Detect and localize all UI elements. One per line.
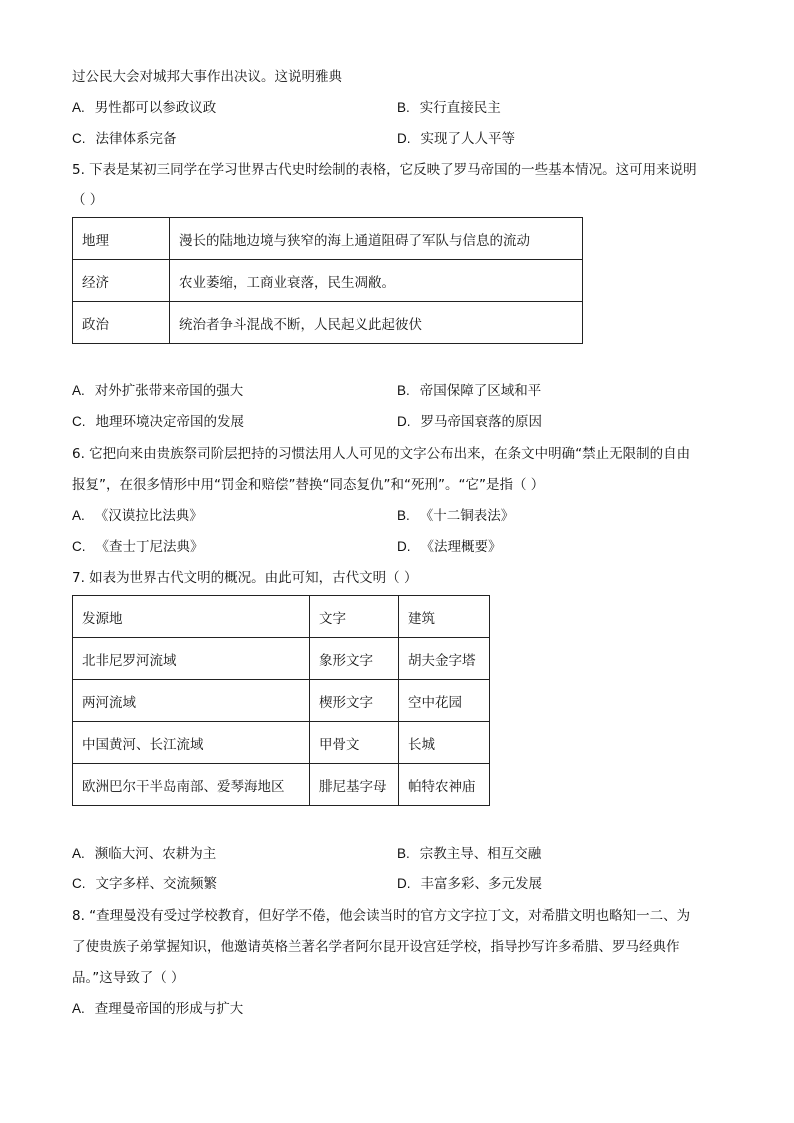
q7-option-c: C. 文字多样、交流频繁 xyxy=(72,876,217,892)
q7-option-d: D. 丰富多彩、多元发展 xyxy=(397,876,542,892)
table-row xyxy=(73,680,490,722)
table-row xyxy=(73,764,490,806)
q7-cell: 帕特农神庙 xyxy=(399,764,490,806)
q8-stem-line2: 了使贵族子弟掌握知识，他邀请英格兰著名学者阿尔昆开设宫廷学校，指导抄写许多希腊、罗马经典作 xyxy=(72,939,680,955)
q7-cell: 象形文字 xyxy=(310,638,399,680)
q7-cell: 长城 xyxy=(399,722,490,764)
q4-stem-tail: 过公民大会对城邦大事作出决议。这说明雅典 xyxy=(72,69,342,85)
q5-cell-label: 经济 xyxy=(73,260,170,302)
q7-cell: 空中花园 xyxy=(399,680,490,722)
q4-option-a: A. 男性都可以参政议政 xyxy=(72,100,217,116)
table-row xyxy=(73,260,583,302)
q7-cell: 胡夫金字塔 xyxy=(399,638,490,680)
table-row xyxy=(73,638,490,680)
q6-option-c: C. 《查士丁尼法典》 xyxy=(72,539,204,555)
q6-stem-line1: 6. 它把向来由贵族祭司阶层把持的习惯法用人人可见的文字公布出来，在条文中明确“禁止无限制的自由 xyxy=(72,446,691,462)
table-row xyxy=(73,218,583,260)
q7-cell: 北非尼罗河流域 xyxy=(73,638,310,680)
q5-stem-line1: 5. 下表是某初三同学在学习世界古代史时绘制的表格，它反映了罗马帝国的一些基本情况。这可用来说明 xyxy=(72,162,697,178)
q7-header-script: 文字 xyxy=(310,596,399,638)
table-header-row xyxy=(73,596,490,638)
q5-stem-line2: （ ） xyxy=(72,192,104,208)
q7-option-b: B. 宗教主导、相互交融 xyxy=(397,846,542,862)
q5-cell-label: 地理 xyxy=(73,218,170,260)
q8-option-a: A. 查理曼帝国的形成与扩大 xyxy=(72,1001,244,1017)
q7-header-origin: 发源地 xyxy=(73,596,310,638)
table-row xyxy=(73,722,490,764)
q7-cell: 甲骨文 xyxy=(310,722,399,764)
q5-cell-text: 农业萎缩，工商业衰落，民生凋敝。 xyxy=(170,260,583,302)
q8-stem-line1: 8. “查理曼没有受过学校教育，但好学不倦，他会读当时的官方文字拉丁文，对希腊文明也略知一二、为 xyxy=(72,908,691,924)
q6-option-d: D. 《法理概要》 xyxy=(397,539,502,555)
q7-cell: 欧洲巴尔干半岛南部、爱琴海地区 xyxy=(73,764,310,806)
q7-cell: 腓尼基字母 xyxy=(310,764,399,806)
q8-stem-line3: 品。”这导致了（ ） xyxy=(72,970,185,986)
q4-option-c: C. 法律体系完备 xyxy=(72,131,177,147)
q7-cell: 两河流域 xyxy=(73,680,310,722)
q7-stem: 7. 如表为世界古代文明的概况。由此可知，古代文明（ ） xyxy=(72,570,418,586)
q7-table xyxy=(72,595,490,806)
q5-option-a: A. 对外扩张带来帝国的强大 xyxy=(72,383,244,399)
q7-header-building: 建筑 xyxy=(399,596,490,638)
q6-option-b: B. 《十二铜表法》 xyxy=(397,508,515,524)
q5-option-c: C. 地理环境决定帝国的发展 xyxy=(72,414,244,430)
q5-table xyxy=(72,217,583,344)
q7-cell: 中国黄河、长江流域 xyxy=(73,722,310,764)
q7-cell: 楔形文字 xyxy=(310,680,399,722)
q7-option-a: A. 濒临大河、农耕为主 xyxy=(72,846,217,862)
q5-option-b: B. 帝国保障了区域和平 xyxy=(397,383,542,399)
q5-cell-text: 漫长的陆地边境与狭窄的海上通道阻碍了军队与信息的流动 xyxy=(170,218,583,260)
table-row xyxy=(73,302,583,344)
q4-option-b: B. 实行直接民主 xyxy=(397,100,501,116)
q5-cell-text: 统治者争斗混战不断，人民起义此起彼伏 xyxy=(170,302,583,344)
q6-option-a: A. 《汉谟拉比法典》 xyxy=(72,508,203,524)
q6-stem-line2: 报复”，在很多情形中用“罚金和赔偿”替换“同态复仇”和“死刑”。“它”是指（ ） xyxy=(72,477,545,493)
q4-option-d: D. 实现了人人平等 xyxy=(397,131,515,147)
q5-option-d: D. 罗马帝国衰落的原因 xyxy=(397,414,542,430)
q5-cell-label: 政治 xyxy=(73,302,170,344)
